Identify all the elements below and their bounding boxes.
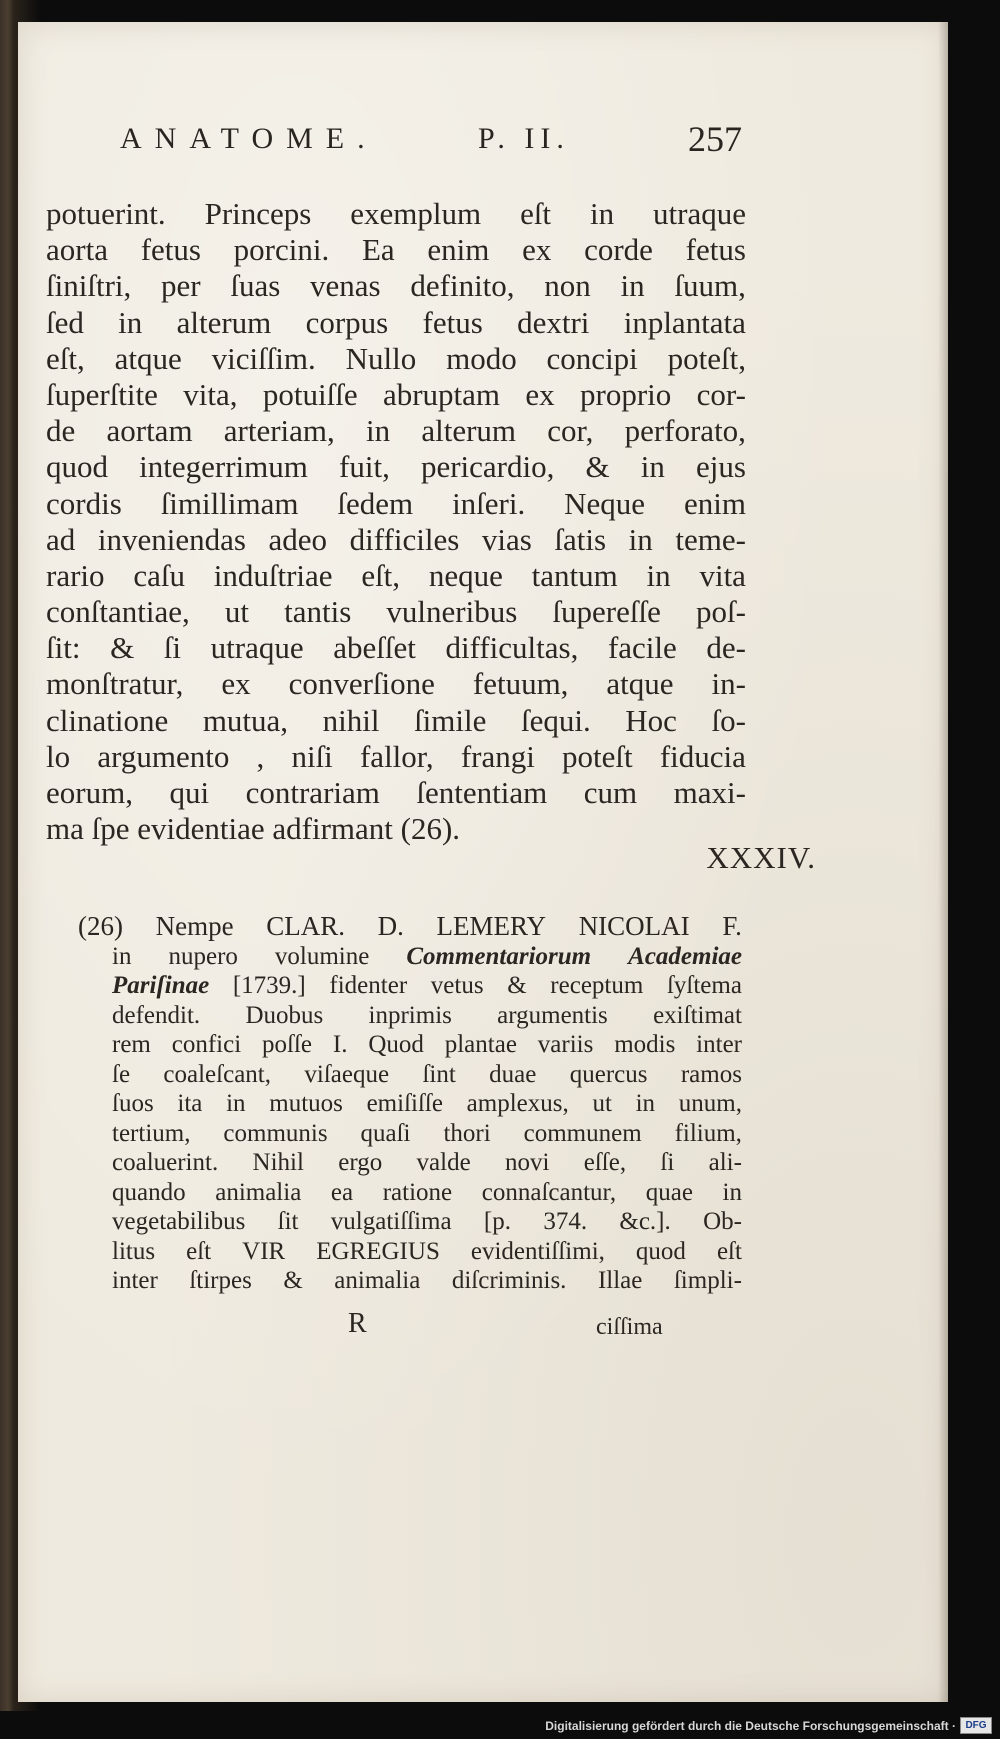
footnote-word: & [283,1267,303,1294]
word: in [640,449,665,485]
word: Princeps [204,196,312,231]
word: alterum [176,304,272,340]
footnote-word: [p. [483,1208,511,1235]
word: eſt, [46,340,85,376]
footnote-word: eſt [716,1237,742,1265]
word: fetuum, [472,666,569,702]
footnote-word: ſi [660,1149,675,1176]
word: modo [446,340,517,376]
word: eſt, [361,557,401,593]
word: ſi [163,630,182,666]
footnote-word: eſſe, [583,1149,627,1176]
dfg-logo-icon: DFG [960,1717,992,1734]
text-line [46,449,746,485]
word: ſuperſtite [46,376,158,412]
word: ſequi. [520,702,591,738]
word: inplantata [623,304,746,340]
word: perforato, [624,413,746,449]
text-line [46,232,746,268]
word: ut [224,594,249,630]
word: ſit: [46,630,81,666]
word: in- [711,666,746,702]
word: in [646,557,671,593]
word: clinatione [46,702,169,738]
word: cordis [46,485,122,521]
page-number: 257 [688,119,742,159]
footnote-word: 374. [543,1208,588,1235]
word: qui [169,775,210,810]
word: proprio [580,376,672,412]
footnote-word: confici [171,1031,242,1058]
word: non [544,268,591,304]
footnote-line [78,1237,742,1267]
footnote-word: fidenter [329,972,408,999]
text-line [46,775,746,811]
word: aorta [46,232,108,268]
text-line [46,811,746,847]
word: eorum, [46,775,133,810]
word: conſtantiae, [46,594,190,630]
footnote-word: & [507,972,527,999]
footnote-word: F. [722,911,742,941]
footnote-word: thori [443,1119,491,1147]
footnote-word: evidentiſſimi, [470,1237,605,1265]
footnote-word: quaſi [360,1119,411,1147]
footnote-word: diſcriminis. [451,1267,567,1294]
footnote-word: in [635,1090,656,1117]
text-line [46,666,746,702]
word: mutua, [202,702,289,738]
word: ex [221,666,251,702]
footnote-word: inprimis [368,1001,452,1029]
word: fetus [422,304,483,340]
footnote-word: Academiae [628,942,742,970]
footnote-word: filium, [674,1119,742,1147]
word: ſed [46,304,84,340]
word: cor, [547,413,594,449]
word: poteſt [562,738,633,774]
footnote-word: animalia [334,1267,421,1294]
word: teme- [675,521,746,557]
word: inveniendas [97,521,246,557]
section-catchword: XXXIV. [706,840,816,875]
footnote-word: inter [112,1267,158,1294]
text-line [46,377,746,413]
word: inſeri. [452,485,526,521]
footnote-word: Duobus [245,1001,324,1029]
footnote-word: in [226,1090,246,1117]
footnote-line [78,1207,742,1237]
word: viciſſim. [211,340,316,376]
running-head [120,118,760,178]
footnote-word: ita [177,1090,203,1117]
footnote-word: quercus [569,1060,648,1088]
word: poteſt, [667,340,746,376]
footnote-word: communis [223,1119,328,1147]
word: potuerint. [46,196,166,231]
word: enim [427,232,490,268]
text-line [46,739,746,775]
word: aortam [106,413,193,449]
footnote-word: (26) [78,911,123,941]
footnote-word: Illae [597,1267,643,1294]
footnote-line [78,1001,742,1031]
footnote-word: ea [330,1178,354,1206]
footnote-word: argumentis [497,1001,608,1029]
word: ma ſpe evidentiae adfirmant (26). [46,811,461,847]
footnote-word: ſtirpes [189,1267,252,1294]
word: induſtriae [213,557,333,593]
credit-text: Digitalisierung gefördert durch die Deutsche Forschungsgemeinschaft · [545,1719,956,1733]
footnote-word: variis [537,1031,594,1058]
word: pericardio, [420,449,555,485]
footnote-word: exiſtimat [653,1001,742,1029]
footnote-word: ſimpli- [673,1267,742,1294]
word: & [110,630,135,666]
footnote-word: quae [645,1178,693,1206]
footnote-word: volumine [274,942,370,970]
footnote-line [78,912,742,942]
footnote-word: connaſcantur, [481,1178,617,1206]
word: abeſſet [333,630,416,666]
word: ſuum, [674,268,746,304]
word: vita, [183,376,238,412]
word: fetus [685,232,746,268]
word: potuiſſe [262,376,358,412]
word: quod [46,449,108,485]
catchword: ciſſima [596,1314,663,1340]
main-text-block [46,196,746,847]
word: in [628,521,653,557]
word: poſ- [696,594,746,630]
footnote-block [78,912,742,1296]
running-head-part: P. II. [478,122,570,155]
word: cor- [696,376,746,412]
word: atque [114,340,182,376]
word: in [366,413,391,449]
footnote-word: communem [523,1119,642,1147]
footnote-line [78,1060,742,1090]
word: vulneribus [386,594,518,630]
word: utraque [653,196,746,231]
text-line [46,486,746,522]
word: lo [46,738,71,774]
footnote-word: quando [112,1178,186,1206]
footnote-word: plantae [444,1031,517,1058]
footnote-word: vetus [430,972,484,999]
footnote-word: in [112,942,132,970]
footnote-word: &c.]. [619,1208,671,1235]
word: Hoc [625,702,677,738]
word: & [585,449,610,485]
word: ad [46,521,76,557]
word: neque [428,557,503,593]
footnote-word: [1739.] [232,972,306,999]
word: alterum [421,413,517,449]
footnote-word: Ob- [703,1208,742,1235]
word: argumento [97,738,230,774]
footnote-word: VIR [242,1237,286,1265]
footnote-word: emiſiſſe [366,1090,443,1117]
word: per [161,268,201,304]
word: ſententiam [416,775,548,810]
footnote-word: Nempe [155,911,234,941]
footnote-word: Pariſinae [112,972,210,999]
word: ſedem [337,485,414,521]
word: monſtratur, [46,666,184,702]
footnote-word: in [722,1178,742,1206]
footnote-line [78,1030,742,1060]
word: exemplum [350,196,482,231]
word: fallor, [359,738,434,774]
running-head-title: ANATOME. [120,122,378,155]
footnote-line [78,942,742,972]
word: ex [522,232,552,268]
footnote-line [78,1178,742,1208]
footnote-word: ali- [708,1149,742,1176]
word: facile [607,630,677,666]
text-line [46,558,746,594]
word: vita [699,557,746,593]
text-line [46,703,746,739]
word: frangi [460,738,535,774]
footnote-line [78,971,742,1001]
word: adeo [268,521,328,557]
word: caſu [133,557,185,593]
footnote-word: ſit [277,1208,299,1235]
footnote-word: tertium, [112,1119,191,1147]
word: difficiles [349,521,460,557]
footnote-word: rem [112,1031,151,1058]
footnote-word: poſſe [262,1031,313,1058]
word: dextri [517,304,590,340]
footnote-word: NICOLAI [578,911,690,941]
footnote-word: mutuos [269,1090,343,1117]
word: ſimillimam [160,485,299,521]
word: venas [310,268,381,304]
footnote-word: animalia [215,1178,302,1206]
text-line [46,341,746,377]
word: in [589,196,615,231]
footnote-line [78,1266,742,1296]
footnote-word: amplexus, [466,1090,569,1117]
word: tantis [284,594,352,630]
word: maxi- [673,775,746,810]
footnote-word: novi [504,1149,550,1176]
word: contrariam [245,775,380,810]
word: converſione [288,666,435,702]
credit-bar [0,1711,1000,1739]
text-line [46,522,746,558]
footnote-word: ſe [112,1060,131,1088]
footnote-word: D. [377,911,404,941]
word: enim [683,485,746,521]
signature-mark: R [348,1308,367,1339]
word: fiducia [659,738,746,774]
word: in [118,304,143,340]
text-line [46,630,746,666]
word: rario [46,557,105,593]
word: difficultas, [445,630,579,666]
word: ſuas [230,268,281,304]
word: concipi [546,340,638,376]
word: atque [606,666,674,702]
word: fuit, [339,449,390,485]
footnote-word: EGREGIUS [316,1237,440,1265]
text-line [46,196,746,232]
footnote-word: valde [416,1149,471,1176]
word: corpus [305,304,389,340]
footnote-word: viſaeque [304,1060,390,1088]
footnote-word: I. [332,1031,348,1058]
word: arteriam, [223,413,335,449]
footnote-word: coaluerint. [112,1149,219,1176]
footnote-word: litus [112,1237,156,1265]
text-line [46,305,746,341]
word: tantum [531,557,618,593]
word: Nullo [345,340,417,376]
word: de [46,413,76,449]
footnote-word: ut [592,1090,612,1117]
word: abruptam [382,376,501,412]
footnote-word: ratione [382,1178,453,1206]
word: in [620,268,645,304]
footnote-word: ſyſtema [666,972,742,999]
text-line [46,268,746,304]
word: ſo- [711,702,746,738]
word: ſupereſſe [552,594,661,630]
word: ſiniſtri, [46,268,132,304]
text-line [46,413,746,449]
footnote-word: Nihil [252,1149,304,1176]
footnote-word: LEMERY [436,911,547,941]
footnote-word: duae [489,1060,537,1088]
footnote-word: vegetabilibus [112,1208,246,1235]
word: ſatis [554,521,607,557]
text-line [46,594,746,630]
word: Neque [564,485,646,521]
footnote-word: ſuos [112,1090,154,1117]
word: corde [584,232,653,268]
page-edge-shadow [938,22,948,1702]
word: fetus [140,232,201,268]
footnote-word: unum, [678,1090,742,1117]
footnote-word: ergo [338,1149,383,1176]
footnote-word: quod [635,1237,686,1265]
footnote-word: inter [696,1031,742,1058]
word: utraque [210,630,304,666]
footnote-word: Commentariorum [406,942,592,970]
word: niſi [291,738,333,774]
footnote-word: coaleſcant, [163,1060,271,1088]
footnote-word: ſint [422,1060,456,1088]
word: eſt [520,196,552,231]
word: cum [583,775,638,810]
word: ex [525,376,555,412]
footnote-word: modis [614,1031,676,1058]
footnote-word: nupero [168,942,238,970]
word: Ea [361,232,395,268]
footnote-word: eſt [186,1237,212,1265]
footnote-line [78,1119,742,1149]
word: , [256,738,265,774]
word: porcini. [233,232,330,268]
word: integerrimum [139,449,308,485]
footnote-word: CLAR. [266,911,345,941]
word: nihil [322,702,380,738]
word: de- [706,630,746,666]
word: definito, [410,268,515,304]
footnote-word: defendit. [112,1001,201,1029]
word: ejus [696,449,746,485]
footnote-word: Quod [368,1031,424,1058]
footnote-word: receptum [550,972,644,999]
footnote-word: ramos [680,1060,742,1088]
footnote-line [78,1148,742,1178]
word: vias [481,521,532,557]
word: ſimile [414,702,487,738]
footnote-line [78,1089,742,1119]
footnote-word: vulgatiſſima [330,1208,452,1235]
